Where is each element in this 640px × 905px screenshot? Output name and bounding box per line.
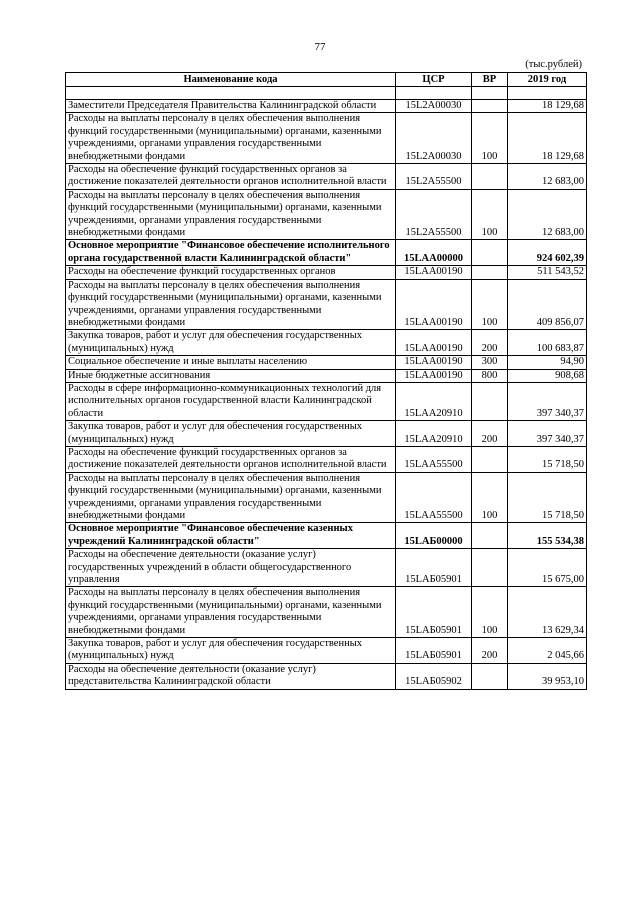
table-row bbox=[66, 100, 587, 113]
cell-vr: 800 bbox=[472, 369, 508, 382]
cell-code: 15LAA00190 bbox=[396, 330, 472, 356]
cell-code: 15LAA00000 bbox=[396, 240, 472, 266]
cell-code: 15LAБ05901 bbox=[396, 587, 472, 638]
cell-name: Социальное обеспечение и иные выплаты населению bbox=[66, 356, 396, 369]
table-row bbox=[66, 472, 587, 523]
cell-amount: 908,68 bbox=[508, 369, 587, 382]
cell-amount: 12 683,00 bbox=[508, 164, 587, 190]
cell-code: 15LAA20910 bbox=[396, 421, 472, 447]
cell-code: 15LAБ05901 bbox=[396, 638, 472, 664]
cell-name: Расходы на обеспечение функций государственных органов за достижение показателей деятельности органов исполнительной власти bbox=[66, 164, 396, 190]
table-row bbox=[66, 164, 587, 190]
cell-name: Расходы на выплаты персоналу в целях обеспечения выполнения функций государственными (муниципальными) органами, казенными учреждениями, органами управления государственными внебюджетными фондами bbox=[66, 113, 396, 164]
cell-vr bbox=[472, 446, 508, 472]
units-label: (тыс.рублей) bbox=[525, 59, 582, 70]
cell-vr: 100 bbox=[472, 587, 508, 638]
table-row bbox=[66, 113, 587, 164]
cell-amount: 18 129,68 bbox=[508, 113, 587, 164]
cell-name: Расходы на выплаты персоналу в целях обеспечения выполнения функций государственными (муниципальными) органами, казенными учреждениями, органами управления государственными внебюджетными фондами bbox=[66, 472, 396, 523]
table-row bbox=[66, 189, 587, 240]
cell-code: 15LAБ00000 bbox=[396, 523, 472, 549]
cell-code: 15LAБ05901 bbox=[396, 549, 472, 587]
cell-vr bbox=[472, 266, 508, 279]
table-row bbox=[66, 266, 587, 279]
cell-name: Расходы на обеспечение деятельности (оказание услуг) представительства Калининградской области bbox=[66, 663, 396, 689]
cell-vr: 100 bbox=[472, 189, 508, 240]
cell-vr: 200 bbox=[472, 638, 508, 664]
cell-vr bbox=[472, 523, 508, 549]
cell-amount: 94,90 bbox=[508, 356, 587, 369]
cell-amount: 100 683,87 bbox=[508, 330, 587, 356]
cell-name: Расходы на обеспечение функций государственных органов за достижение показателей деятельности органов исполнительной власти bbox=[66, 446, 396, 472]
cell-amount: 15 675,00 bbox=[508, 549, 587, 587]
header-code: ЦСР bbox=[396, 73, 472, 87]
cell-amount: 39 953,10 bbox=[508, 663, 587, 689]
cell-name: Основное мероприятие "Финансовое обеспечение исполнительного органа государственной власти Калининградской области" bbox=[66, 240, 396, 266]
cell-code: 15LAA00190 bbox=[396, 369, 472, 382]
cell-code: 15LAA55500 bbox=[396, 472, 472, 523]
table-header-row bbox=[66, 73, 587, 87]
table-row bbox=[66, 663, 587, 689]
cell-amount: 18 129,68 bbox=[508, 100, 587, 113]
cell-code: 15LAA00190 bbox=[396, 356, 472, 369]
cell-amount: 397 340,37 bbox=[508, 421, 587, 447]
cell-vr: 300 bbox=[472, 356, 508, 369]
header-amount: 2019 год bbox=[508, 73, 587, 87]
cell-code: 15LAБ05902 bbox=[396, 663, 472, 689]
cell-code: 15LAA00190 bbox=[396, 266, 472, 279]
header-vr: ВР bbox=[472, 73, 508, 87]
cell-amount: 13 629,34 bbox=[508, 587, 587, 638]
cell-amount: 397 340,37 bbox=[508, 382, 587, 420]
cell-amount: 12 683,00 bbox=[508, 189, 587, 240]
cell-name: Расходы на выплаты персоналу в целях обеспечения выполнения функций государственными (муниципальными) органами, казенными учреждениями, органами управления государственными внебюджетными фондами bbox=[66, 587, 396, 638]
cell-name: Расходы на обеспечение функций государственных органов bbox=[66, 266, 396, 279]
cell-code: 15L2A00030 bbox=[396, 113, 472, 164]
cell-vr bbox=[472, 100, 508, 113]
table-row bbox=[66, 523, 587, 549]
table-row bbox=[66, 279, 587, 330]
cell-amount: 155 534,38 bbox=[508, 523, 587, 549]
table-body bbox=[66, 100, 587, 690]
header-name: Наименование кода bbox=[66, 73, 396, 87]
cell-vr: 200 bbox=[472, 421, 508, 447]
cell-amount: 409 856,07 bbox=[508, 279, 587, 330]
cell-code: 15L2A00030 bbox=[396, 100, 472, 113]
table-row bbox=[66, 369, 587, 382]
table-row bbox=[66, 330, 587, 356]
cell-vr bbox=[472, 663, 508, 689]
cell-code: 15LAA55500 bbox=[396, 446, 472, 472]
cell-vr bbox=[472, 382, 508, 420]
cell-name: Расходы на обеспечение деятельности (оказание услуг) государственных учреждений в области общегосударственного управления bbox=[66, 549, 396, 587]
table-row bbox=[66, 446, 587, 472]
cell-name: Закупка товаров, работ и услуг для обеспечения государственных (муниципальных) нужд bbox=[66, 330, 396, 356]
table-row bbox=[66, 382, 587, 420]
cell-name: Расходы на выплаты персоналу в целях обеспечения выполнения функций государственными (муниципальными) органами, казенными учреждениями, органами управления государственными внебюджетными фондами bbox=[66, 279, 396, 330]
cell-name: Основное мероприятие "Финансовое обеспечение казенных учреждений Калининградской области" bbox=[66, 523, 396, 549]
cell-vr bbox=[472, 240, 508, 266]
cell-vr: 100 bbox=[472, 279, 508, 330]
cell-name: Расходы в сфере информационно-коммуникационных технологий для исполнительных органов государственной власти Калининградской области bbox=[66, 382, 396, 420]
cell-code: 15L2A55500 bbox=[396, 164, 472, 190]
budget-table bbox=[65, 72, 587, 690]
cell-code: 15L2A55500 bbox=[396, 189, 472, 240]
table-row bbox=[66, 421, 587, 447]
cell-vr: 200 bbox=[472, 330, 508, 356]
cell-name: Иные бюджетные ассигнования bbox=[66, 369, 396, 382]
cell-vr bbox=[472, 549, 508, 587]
cell-name: Закупка товаров, работ и услуг для обеспечения государственных (муниципальных) нужд bbox=[66, 638, 396, 664]
cell-vr: 100 bbox=[472, 472, 508, 523]
cell-amount: 511 543,52 bbox=[508, 266, 587, 279]
cell-name: Заместители Председателя Правительства Калининградской области bbox=[66, 100, 396, 113]
table-row bbox=[66, 549, 587, 587]
cell-vr: 100 bbox=[472, 113, 508, 164]
cell-amount: 15 718,50 bbox=[508, 446, 587, 472]
table-row bbox=[66, 638, 587, 664]
table-row bbox=[66, 356, 587, 369]
cell-vr bbox=[472, 164, 508, 190]
table-row bbox=[66, 587, 587, 638]
cell-code: 15LAA00190 bbox=[396, 279, 472, 330]
table-row bbox=[66, 240, 587, 266]
cell-amount: 15 718,50 bbox=[508, 472, 587, 523]
cell-name: Расходы на выплаты персоналу в целях обеспечения выполнения функций государственными (муниципальными) органами, казенными учреждениями, органами управления государственными внебюджетными фондами bbox=[66, 189, 396, 240]
cell-amount: 924 602,39 bbox=[508, 240, 587, 266]
cell-name: Закупка товаров, работ и услуг для обеспечения государственных (муниципальных) нужд bbox=[66, 421, 396, 447]
cell-code: 15LAA20910 bbox=[396, 382, 472, 420]
table-spacer-row bbox=[66, 87, 587, 100]
cell-amount: 2 045,66 bbox=[508, 638, 587, 664]
page-number: 77 bbox=[314, 41, 326, 53]
